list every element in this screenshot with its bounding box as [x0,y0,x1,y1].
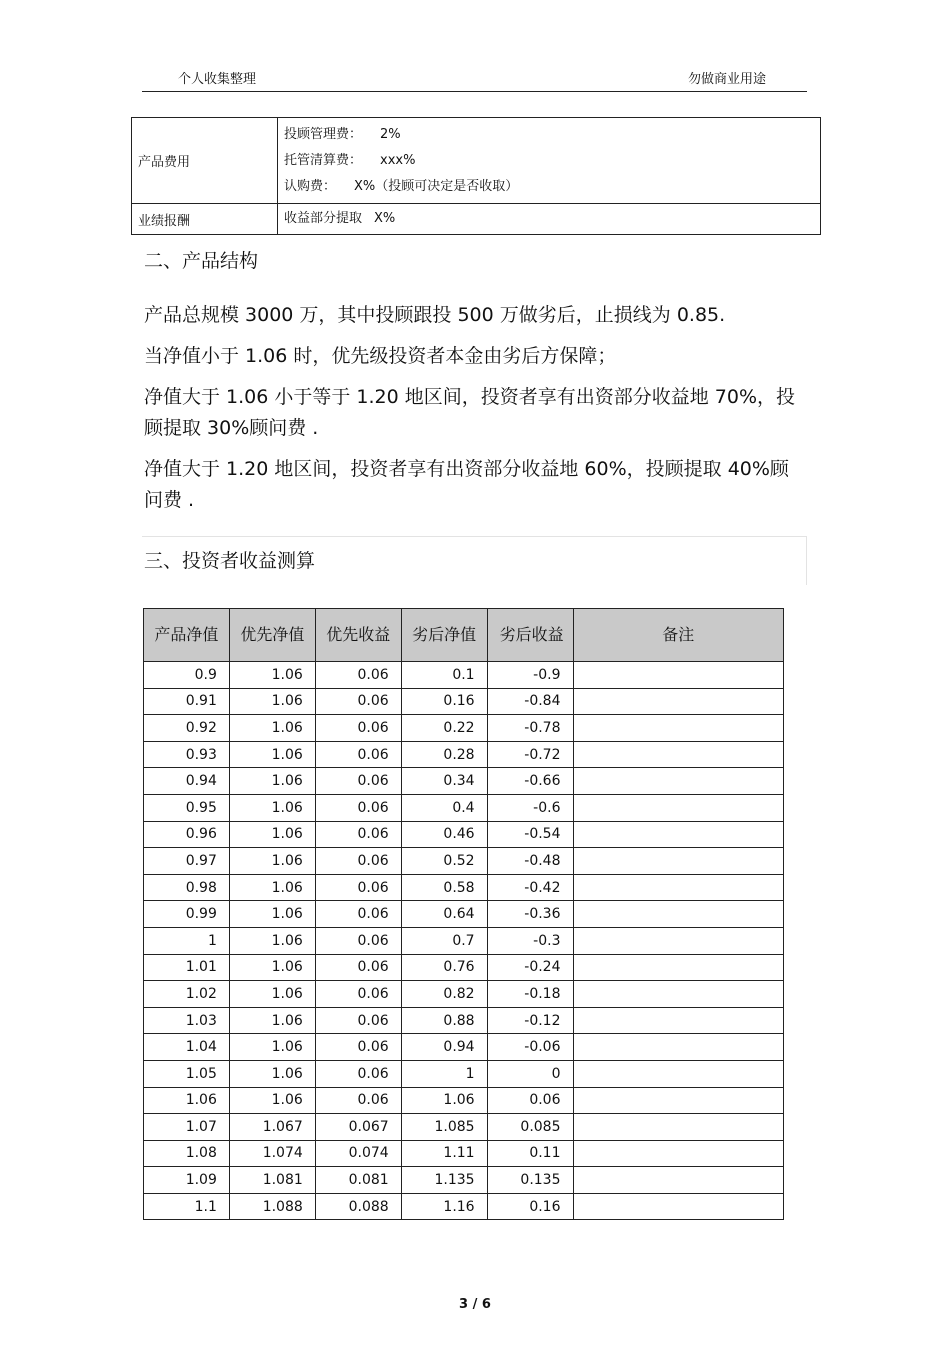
table-row [144,874,784,901]
table-cell: 0.06 [315,954,401,981]
table-cell: 1.01 [144,954,230,981]
table-cell: 1.06 [144,1087,230,1114]
fee-name: 收益部分提取 [284,211,363,226]
table-row [144,1034,784,1061]
table-cell: 1.06 [229,981,315,1008]
table-cell: 0.91 [144,688,230,715]
table-cell: -0.84 [487,688,573,715]
table-cell: 0.22 [401,715,487,742]
table-cell: 0 [487,1060,573,1087]
table-cell: -0.12 [487,1007,573,1034]
table-row [144,794,784,821]
table-cell: 0.58 [401,874,487,901]
fee-line [284,174,814,200]
note-cell [573,874,784,901]
note-cell [573,688,784,715]
fee-row-performance [132,204,821,235]
section-3-title: 三、投资者收益测算 [144,550,316,572]
table-cell: 1.067 [229,1114,315,1141]
table-cell: -0.3 [487,927,573,954]
note-cell [573,1087,784,1114]
note-cell [573,1007,784,1034]
table-cell: 1.06 [229,715,315,742]
header-right-text: 勿做商业用途 [688,72,767,87]
table-row [144,848,784,875]
table-cell: -0.6 [487,794,573,821]
table-cell: 0.06 [315,662,401,689]
returns-table [143,608,784,1220]
fee-details [278,204,821,235]
table-cell: 1.06 [229,794,315,821]
table-cell: 1.06 [229,821,315,848]
table-cell: 1.081 [229,1167,315,1194]
table-cell: 1.06 [229,1060,315,1087]
table-cell: 0.085 [487,1114,573,1141]
fee-label: 业绩报酬 [132,204,278,235]
table-cell: 0.06 [315,1007,401,1034]
table-cell: 1.088 [229,1193,315,1220]
note-cell [573,1140,784,1167]
note-cell [573,1193,784,1220]
table-cell: 1.04 [144,1034,230,1061]
table-cell: 0.93 [144,741,230,768]
table-cell: 1.06 [229,741,315,768]
table-cell: 1.06 [229,662,315,689]
note-cell [573,662,784,689]
table-cell: 1.06 [229,901,315,928]
table-cell: -0.42 [487,874,573,901]
table-cell: 0.06 [315,1060,401,1087]
table-cell: -0.9 [487,662,573,689]
table-row [144,1114,784,1141]
table-cell: 1.08 [144,1140,230,1167]
table-cell: 1.07 [144,1114,230,1141]
table-cell: 0.06 [315,927,401,954]
table-row [144,1007,784,1034]
fee-line [284,122,814,148]
paragraph: 净值大于 1.20 地区间，投资者享有出资部分收益地 60%，投顾提取 40%顾问费 . [144,458,789,511]
fee-line [284,148,814,174]
table-cell: 0.34 [401,768,487,795]
table-cell: 0.7 [401,927,487,954]
table-cell: 1.09 [144,1167,230,1194]
header-divider [142,91,807,92]
table-row [144,662,784,689]
table-cell: 0.06 [315,1087,401,1114]
table-cell: 0.82 [401,981,487,1008]
table-cell: 0.94 [401,1034,487,1061]
table-cell: 0.06 [315,901,401,928]
fee-value: X%（投顾可决定是否收取） [354,178,519,194]
table-cell: 0.067 [315,1114,401,1141]
table-cell: 1.06 [229,1087,315,1114]
paragraph: 当净值小于 1.06 时，优先级投资者本金由劣后方保障； [144,345,617,367]
column-header: 优先收益 [315,609,401,662]
fee-row-product-fees [132,118,821,204]
note-cell [573,821,784,848]
table-cell: 0.06 [315,981,401,1008]
section-2-title: 二、产品结构 [144,250,259,272]
table-cell: 0.28 [401,741,487,768]
table-cell: 0.06 [315,874,401,901]
table-cell: 1.03 [144,1007,230,1034]
table-cell: 0.135 [487,1167,573,1194]
table-cell: 0.11 [487,1140,573,1167]
header-left-text: 个人收集整理 [178,72,257,87]
table-cell: 1 [144,927,230,954]
table-cell: 1.06 [229,848,315,875]
table-cell: -0.36 [487,901,573,928]
fee-name: 投顾管理费： [284,126,363,142]
note-cell [573,1034,784,1061]
table-cell: 1.135 [401,1167,487,1194]
table-cell: 0.95 [144,794,230,821]
table-cell: 0.06 [315,688,401,715]
column-header: 优先净值 [229,609,315,662]
note-cell [573,1060,784,1087]
fee-value: X% [374,211,396,226]
fee-table [131,117,821,235]
note-cell [573,741,784,768]
table-cell: 0.088 [315,1193,401,1220]
table-cell: 1.11 [401,1140,487,1167]
table-cell: 0.9 [144,662,230,689]
table-cell: 0.06 [315,741,401,768]
table-cell: 0.16 [487,1193,573,1220]
table-cell: 1.06 [229,688,315,715]
table-row [144,1140,784,1167]
table-cell: -0.54 [487,821,573,848]
fee-value: xxx% [380,152,416,168]
table-row [144,954,784,981]
fee-label: 产品费用 [132,118,278,204]
table-cell: 1.06 [229,1007,315,1034]
table-cell: 0.52 [401,848,487,875]
fee-name: 托管清算费： [284,152,363,168]
table-cell: 1.06 [229,768,315,795]
table-cell: -0.18 [487,981,573,1008]
table-cell: 0.97 [144,848,230,875]
table-cell: 1.05 [144,1060,230,1087]
column-header: 劣后收益 [487,609,573,662]
note-cell [573,768,784,795]
table-cell: 1.085 [401,1114,487,1141]
table-row [144,1167,784,1194]
table-row [144,1060,784,1087]
table-cell: 0.98 [144,874,230,901]
table-cell: 0.06 [487,1087,573,1114]
table-cell: 0.94 [144,768,230,795]
table-cell: 1.1 [144,1193,230,1220]
table-cell: 0.76 [401,954,487,981]
table-cell: 0.06 [315,768,401,795]
table-cell: 1.16 [401,1193,487,1220]
note-cell [573,1167,784,1194]
table-cell: 1.06 [401,1087,487,1114]
table-cell: 0.99 [144,901,230,928]
table-row [144,927,784,954]
table-cell: 1 [401,1060,487,1087]
table-cell: 0.46 [401,821,487,848]
table-cell: 1.074 [229,1140,315,1167]
table-header-row [144,609,784,662]
note-cell [573,848,784,875]
table-row [144,1193,784,1220]
table-row [144,768,784,795]
table-row [144,981,784,1008]
table-row [144,741,784,768]
note-cell [573,981,784,1008]
note-cell [573,927,784,954]
column-header: 备注 [573,609,784,662]
note-cell [573,794,784,821]
table-cell: 0.074 [315,1140,401,1167]
table-cell: 1.06 [229,1034,315,1061]
note-cell [573,954,784,981]
table-cell: 0.64 [401,901,487,928]
table-cell: 0.96 [144,821,230,848]
table-cell: -0.66 [487,768,573,795]
column-header: 产品净值 [144,609,230,662]
table-cell: 0.06 [315,794,401,821]
table-cell: -0.72 [487,741,573,768]
page-number: 3 / 6 [459,1297,491,1312]
table-cell: 1.06 [229,927,315,954]
table-row [144,715,784,742]
fee-line [284,206,814,232]
paragraph: 净值大于 1.06 小于等于 1.20 地区间，投资者享有出资部分收益地 70%，投顾提取 30%顾问费 . [144,386,796,439]
table-cell: 0.06 [315,1034,401,1061]
fee-details [278,118,821,204]
note-cell [573,715,784,742]
table-cell: 0.081 [315,1167,401,1194]
fee-value: 2% [380,126,401,142]
table-cell: 1.06 [229,954,315,981]
table-cell: 1.06 [229,874,315,901]
column-header: 劣后净值 [401,609,487,662]
table-row [144,901,784,928]
note-cell [573,901,784,928]
note-cell [573,1114,784,1141]
table-cell: -0.24 [487,954,573,981]
table-cell: 0.06 [315,821,401,848]
table-cell: 0.88 [401,1007,487,1034]
table-cell: 0.1 [401,662,487,689]
table-cell: 0.16 [401,688,487,715]
table-cell: -0.78 [487,715,573,742]
table-cell: 1.02 [144,981,230,1008]
table-cell: -0.06 [487,1034,573,1061]
table-cell: 0.06 [315,848,401,875]
table-cell: 0.4 [401,794,487,821]
table-row [144,1087,784,1114]
fee-name: 认购费： [284,178,337,194]
table-cell: -0.48 [487,848,573,875]
table-row [144,821,784,848]
table-cell: 0.92 [144,715,230,742]
paragraph: 产品总规模 3000 万，其中投顾跟投 500 万做劣后，止损线为 0.85. [144,304,726,326]
table-cell: 0.06 [315,715,401,742]
table-row [144,688,784,715]
